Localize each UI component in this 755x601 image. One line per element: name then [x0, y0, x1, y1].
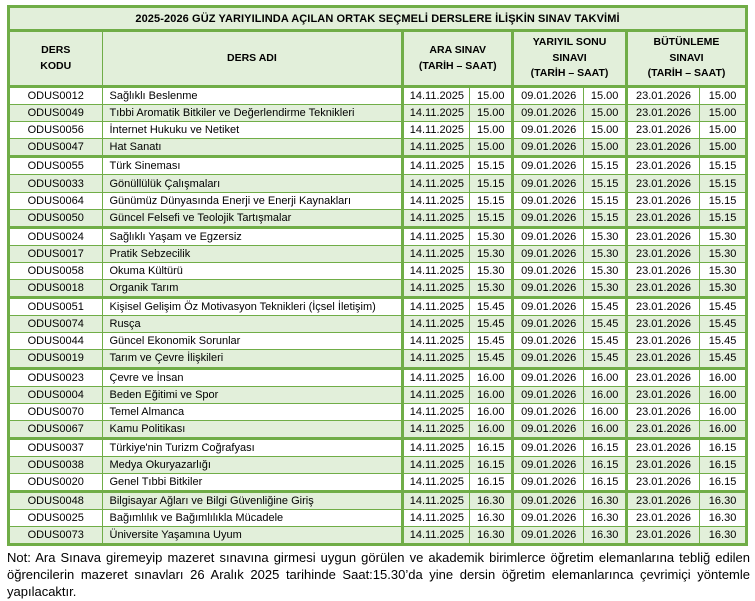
cell-makeup-date: 23.01.2026: [626, 280, 699, 298]
cell-final-time: 15.30: [584, 280, 627, 298]
cell-midterm-time: 15.15: [470, 175, 513, 192]
cell-midterm-date: 14.11.2025: [403, 209, 470, 227]
cell-midterm-time: 16.30: [470, 492, 513, 510]
cell-makeup-date: 23.01.2026: [626, 492, 699, 510]
header-yariyil-sonu-sub: (TARİH – SAAT): [530, 67, 609, 80]
cell-final-date: 09.01.2026: [513, 386, 584, 403]
header-ara-sinav-sub: (TARİH – SAAT): [418, 59, 497, 72]
cell-final-time: 15.45: [584, 350, 627, 368]
cell-midterm-date: 14.11.2025: [403, 438, 470, 456]
cell-makeup-time: 16.30: [700, 492, 747, 510]
cell-course-name: Hat Sanatı: [102, 139, 403, 157]
header-ara-sinav-label: ARA SINAV: [429, 43, 487, 56]
cell-course-name: Temel Almanca: [102, 403, 403, 420]
cell-makeup-date: 23.01.2026: [626, 122, 699, 139]
cell-final-date: 09.01.2026: [513, 298, 584, 316]
cell-midterm-date: 14.11.2025: [403, 403, 470, 420]
table-title-row: [9, 7, 747, 31]
cell-final-time: 15.30: [584, 262, 627, 279]
cell-midterm-time: 15.00: [470, 105, 513, 122]
cell-midterm-time: 16.15: [470, 438, 513, 456]
cell-makeup-date: 23.01.2026: [626, 227, 699, 245]
cell-midterm-time: 15.30: [470, 245, 513, 262]
cell-makeup-time: 15.30: [700, 262, 747, 279]
cell-final-date: 09.01.2026: [513, 227, 584, 245]
cell-final-date: 09.01.2026: [513, 438, 584, 456]
cell-final-date: 09.01.2026: [513, 262, 584, 279]
cell-course-name: Günümüz Dünyasında Enerji ve Enerji Kaynakları: [102, 192, 403, 209]
cell-final-time: 16.00: [584, 368, 627, 386]
cell-makeup-date: 23.01.2026: [626, 456, 699, 473]
cell-final-time: 16.15: [584, 438, 627, 456]
cell-final-time: 15.00: [584, 87, 627, 105]
cell-makeup-time: 15.30: [700, 245, 747, 262]
cell-midterm-time: 15.45: [470, 298, 513, 316]
cell-course-code: ODUS0058: [9, 262, 103, 279]
cell-midterm-date: 14.11.2025: [403, 280, 470, 298]
footnote: Not: Ara Sınava giremeyip mazeret sınavına girmesi uygun görülen ve akademik birimlerce öğretim elemanlarına tebliğ edilen öğrencilerin mazeret sınavları 26 Aralık 2025 tarihinde Saat:15.30’da yine dersin öğretim elemanlarınca çevrimiçi yöntemle yapılacaktır.: [7, 550, 750, 600]
table-row: [9, 280, 747, 298]
cell-midterm-time: 15.30: [470, 227, 513, 245]
table-row: [9, 298, 747, 316]
cell-final-time: 15.30: [584, 245, 627, 262]
cell-course-name: Güncel Ekonomik Sorunlar: [102, 333, 403, 350]
cell-midterm-date: 14.11.2025: [403, 139, 470, 157]
cell-course-code: ODUS0073: [9, 527, 103, 545]
cell-midterm-time: 15.00: [470, 122, 513, 139]
cell-midterm-date: 14.11.2025: [403, 350, 470, 368]
cell-makeup-time: 16.00: [700, 368, 747, 386]
cell-makeup-time: 15.45: [700, 333, 747, 350]
cell-course-code: ODUS0004: [9, 386, 103, 403]
table-row: [9, 510, 747, 527]
header-ders-kodu: [9, 31, 103, 87]
table-row: [9, 368, 747, 386]
cell-course-name: Bağımlılık ve Bağımlılıkla Mücadele: [102, 510, 403, 527]
cell-final-date: 09.01.2026: [513, 510, 584, 527]
cell-course-code: ODUS0048: [9, 492, 103, 510]
cell-makeup-date: 23.01.2026: [626, 175, 699, 192]
cell-midterm-date: 14.11.2025: [403, 245, 470, 262]
cell-final-date: 09.01.2026: [513, 333, 584, 350]
cell-final-time: 15.15: [584, 209, 627, 227]
cell-midterm-time: 16.00: [470, 420, 513, 438]
cell-midterm-time: 15.15: [470, 209, 513, 227]
cell-midterm-time: 15.00: [470, 139, 513, 157]
cell-course-code: ODUS0056: [9, 122, 103, 139]
header-butunleme-label: BÜTÜNLEME SINAVI: [653, 35, 720, 64]
header-yariyil-sonu-label: YARIYIL SONU SINAVI: [532, 35, 607, 64]
cell-makeup-time: 15.15: [700, 192, 747, 209]
cell-midterm-time: 15.15: [470, 192, 513, 209]
cell-midterm-date: 14.11.2025: [403, 298, 470, 316]
cell-midterm-time: 15.15: [470, 157, 513, 175]
cell-final-date: 09.01.2026: [513, 157, 584, 175]
cell-makeup-time: 15.45: [700, 316, 747, 333]
cell-final-time: 15.00: [584, 122, 627, 139]
cell-final-time: 15.45: [584, 298, 627, 316]
cell-course-name: Genel Tıbbi Bitkiler: [102, 474, 403, 492]
cell-makeup-time: 15.15: [700, 209, 747, 227]
cell-final-date: 09.01.2026: [513, 122, 584, 139]
cell-course-name: İnternet Hukuku ve Netiket: [102, 122, 403, 139]
cell-makeup-time: 15.00: [700, 139, 747, 157]
cell-final-time: 16.15: [584, 456, 627, 473]
table-row: [9, 492, 747, 510]
cell-midterm-date: 14.11.2025: [403, 262, 470, 279]
cell-makeup-date: 23.01.2026: [626, 139, 699, 157]
cell-makeup-date: 23.01.2026: [626, 333, 699, 350]
cell-makeup-time: 16.15: [700, 456, 747, 473]
cell-final-date: 09.01.2026: [513, 245, 584, 262]
cell-final-date: 09.01.2026: [513, 280, 584, 298]
table-row: [9, 386, 747, 403]
cell-makeup-date: 23.01.2026: [626, 368, 699, 386]
cell-makeup-date: 23.01.2026: [626, 420, 699, 438]
table-row: [9, 403, 747, 420]
cell-final-date: 09.01.2026: [513, 139, 584, 157]
cell-course-code: ODUS0047: [9, 139, 103, 157]
cell-midterm-time: 15.30: [470, 280, 513, 298]
table-row: [9, 192, 747, 209]
table-header-row: [9, 31, 747, 87]
cell-midterm-date: 14.11.2025: [403, 492, 470, 510]
cell-final-time: 15.15: [584, 157, 627, 175]
cell-makeup-time: 15.30: [700, 227, 747, 245]
cell-course-name: Bilgisayar Ağları ve Bilgi Güvenliğine Giriş: [102, 492, 403, 510]
cell-makeup-time: 16.30: [700, 527, 747, 545]
cell-final-time: 16.00: [584, 386, 627, 403]
cell-course-code: ODUS0023: [9, 368, 103, 386]
cell-midterm-date: 14.11.2025: [403, 333, 470, 350]
cell-course-code: ODUS0017: [9, 245, 103, 262]
cell-midterm-time: 16.30: [470, 510, 513, 527]
cell-course-code: ODUS0067: [9, 420, 103, 438]
table-row: [9, 527, 747, 545]
cell-final-date: 09.01.2026: [513, 87, 584, 105]
cell-midterm-time: 16.00: [470, 403, 513, 420]
header-butunleme-sub: (TARİH – SAAT): [647, 67, 726, 80]
cell-final-time: 16.30: [584, 510, 627, 527]
cell-course-code: ODUS0024: [9, 227, 103, 245]
cell-makeup-date: 23.01.2026: [626, 350, 699, 368]
cell-final-time: 16.00: [584, 420, 627, 438]
cell-makeup-date: 23.01.2026: [626, 192, 699, 209]
cell-course-name: Organik Tarım: [102, 280, 403, 298]
cell-midterm-time: 15.45: [470, 333, 513, 350]
cell-final-time: 16.30: [584, 492, 627, 510]
table-row: [9, 420, 747, 438]
cell-makeup-time: 15.00: [700, 87, 747, 105]
cell-final-date: 09.01.2026: [513, 456, 584, 473]
cell-final-date: 09.01.2026: [513, 368, 584, 386]
header-ders-adi-label: DERS ADI: [227, 51, 277, 64]
cell-course-code: ODUS0018: [9, 280, 103, 298]
cell-midterm-date: 14.11.2025: [403, 420, 470, 438]
cell-midterm-date: 14.11.2025: [403, 175, 470, 192]
header-ders-kodu-label: DERS KODU: [40, 43, 72, 72]
cell-course-code: ODUS0055: [9, 157, 103, 175]
cell-course-code: ODUS0050: [9, 209, 103, 227]
cell-makeup-date: 23.01.2026: [626, 209, 699, 227]
cell-final-time: 15.30: [584, 227, 627, 245]
cell-final-date: 09.01.2026: [513, 316, 584, 333]
cell-makeup-date: 23.01.2026: [626, 474, 699, 492]
cell-final-date: 09.01.2026: [513, 175, 584, 192]
cell-course-name: Tarım ve Çevre İlişkileri: [102, 350, 403, 368]
cell-course-code: ODUS0051: [9, 298, 103, 316]
cell-final-time: 16.30: [584, 527, 627, 545]
cell-makeup-time: 15.00: [700, 122, 747, 139]
cell-midterm-date: 14.11.2025: [403, 157, 470, 175]
cell-final-time: 15.00: [584, 105, 627, 122]
cell-makeup-date: 23.01.2026: [626, 87, 699, 105]
cell-course-name: Türkiye'nin Turizm Coğrafyası: [102, 438, 403, 456]
table-row: [9, 157, 747, 175]
cell-midterm-date: 14.11.2025: [403, 87, 470, 105]
cell-makeup-time: 16.30: [700, 510, 747, 527]
table-row: [9, 209, 747, 227]
cell-midterm-time: 16.15: [470, 474, 513, 492]
cell-course-name: Beden Eğitimi ve Spor: [102, 386, 403, 403]
cell-course-name: Çevre ve İnsan: [102, 368, 403, 386]
cell-makeup-time: 15.00: [700, 105, 747, 122]
cell-makeup-date: 23.01.2026: [626, 316, 699, 333]
cell-course-name: Kamu Politikası: [102, 420, 403, 438]
cell-midterm-time: 16.00: [470, 368, 513, 386]
table-row: [9, 456, 747, 473]
table-row: [9, 139, 747, 157]
header-ara-sinav: [403, 31, 513, 87]
cell-final-time: 15.15: [584, 175, 627, 192]
cell-midterm-date: 14.11.2025: [403, 456, 470, 473]
cell-midterm-date: 14.11.2025: [403, 474, 470, 492]
cell-course-name: Sağlıklı Beslenme: [102, 87, 403, 105]
cell-course-name: Kişisel Gelişim Öz Motivasyon Teknikleri (İçsel İletişim): [102, 298, 403, 316]
cell-midterm-time: 15.30: [470, 262, 513, 279]
cell-makeup-date: 23.01.2026: [626, 527, 699, 545]
cell-midterm-date: 14.11.2025: [403, 386, 470, 403]
cell-course-name: Üniversite Yaşamına Uyum: [102, 527, 403, 545]
table-row: [9, 245, 747, 262]
table-row: [9, 262, 747, 279]
cell-makeup-time: 16.15: [700, 474, 747, 492]
cell-final-time: 15.45: [584, 333, 627, 350]
cell-makeup-date: 23.01.2026: [626, 386, 699, 403]
cell-final-time: 16.00: [584, 403, 627, 420]
header-yariyil-sonu-sinavi: [513, 31, 627, 87]
header-ders-adi: [102, 31, 403, 87]
table-head: [9, 7, 747, 87]
cell-makeup-date: 23.01.2026: [626, 262, 699, 279]
cell-final-time: 15.45: [584, 316, 627, 333]
cell-makeup-time: 16.00: [700, 420, 747, 438]
cell-course-code: ODUS0074: [9, 316, 103, 333]
cell-makeup-time: 16.15: [700, 438, 747, 456]
cell-course-name: Türk Sineması: [102, 157, 403, 175]
cell-course-code: ODUS0049: [9, 105, 103, 122]
cell-course-name: Rusça: [102, 316, 403, 333]
cell-final-date: 09.01.2026: [513, 209, 584, 227]
cell-midterm-date: 14.11.2025: [403, 122, 470, 139]
cell-makeup-time: 16.00: [700, 386, 747, 403]
cell-final-date: 09.01.2026: [513, 350, 584, 368]
cell-course-name: Pratik Sebzecilik: [102, 245, 403, 262]
cell-midterm-date: 14.11.2025: [403, 192, 470, 209]
cell-midterm-date: 14.11.2025: [403, 316, 470, 333]
cell-course-name: Okuma Kültürü: [102, 262, 403, 279]
cell-final-date: 09.01.2026: [513, 403, 584, 420]
cell-midterm-date: 14.11.2025: [403, 527, 470, 545]
table-row: [9, 227, 747, 245]
cell-final-date: 09.01.2026: [513, 492, 584, 510]
table-row: [9, 175, 747, 192]
cell-course-code: ODUS0033: [9, 175, 103, 192]
cell-makeup-time: 15.45: [700, 350, 747, 368]
cell-makeup-date: 23.01.2026: [626, 438, 699, 456]
cell-course-name: Gönüllülük Çalışmaları: [102, 175, 403, 192]
cell-final-time: 15.15: [584, 192, 627, 209]
table-row: [9, 87, 747, 105]
cell-final-time: 15.00: [584, 139, 627, 157]
table-row: [9, 122, 747, 139]
cell-course-name: Medya Okuryazarlığı: [102, 456, 403, 473]
table-row: [9, 316, 747, 333]
cell-course-code: ODUS0020: [9, 474, 103, 492]
table-row: [9, 333, 747, 350]
cell-course-code: ODUS0038: [9, 456, 103, 473]
table-row: [9, 474, 747, 492]
cell-course-code: ODUS0019: [9, 350, 103, 368]
cell-midterm-date: 14.11.2025: [403, 105, 470, 122]
cell-midterm-date: 14.11.2025: [403, 227, 470, 245]
cell-final-date: 09.01.2026: [513, 474, 584, 492]
cell-makeup-date: 23.01.2026: [626, 298, 699, 316]
cell-course-code: ODUS0037: [9, 438, 103, 456]
table-row: [9, 105, 747, 122]
cell-makeup-time: 15.30: [700, 280, 747, 298]
header-butunleme-sinavi: [626, 31, 746, 87]
cell-final-date: 09.01.2026: [513, 527, 584, 545]
cell-makeup-date: 23.01.2026: [626, 403, 699, 420]
cell-final-date: 09.01.2026: [513, 105, 584, 122]
cell-makeup-date: 23.01.2026: [626, 510, 699, 527]
cell-midterm-time: 16.00: [470, 386, 513, 403]
cell-course-code: ODUS0044: [9, 333, 103, 350]
exam-schedule-table: [7, 5, 748, 546]
table-body: [9, 87, 747, 545]
cell-course-name: Güncel Felsefi ve Teolojik Tartışmalar: [102, 209, 403, 227]
cell-makeup-date: 23.01.2026: [626, 157, 699, 175]
cell-course-name: Sağlıklı Yaşam ve Egzersiz: [102, 227, 403, 245]
cell-makeup-time: 15.45: [700, 298, 747, 316]
cell-midterm-date: 14.11.2025: [403, 368, 470, 386]
cell-course-code: ODUS0025: [9, 510, 103, 527]
cell-course-code: ODUS0064: [9, 192, 103, 209]
cell-makeup-time: 16.00: [700, 403, 747, 420]
cell-midterm-time: 16.30: [470, 527, 513, 545]
cell-course-name: Tıbbi Aromatik Bitkiler ve Değerlendirme Teknikleri: [102, 105, 403, 122]
cell-makeup-date: 23.01.2026: [626, 245, 699, 262]
cell-midterm-time: 15.45: [470, 316, 513, 333]
cell-midterm-time: 16.15: [470, 456, 513, 473]
cell-course-code: ODUS0012: [9, 87, 103, 105]
table-title: 2025-2026 GÜZ YARIYILINDA AÇILAN ORTAK SEÇMELİ DERSLERE İLİŞKİN SINAV TAKVİMİ: [9, 7, 747, 31]
table-row: [9, 350, 747, 368]
cell-midterm-date: 14.11.2025: [403, 510, 470, 527]
cell-makeup-time: 15.15: [700, 157, 747, 175]
cell-midterm-time: 15.00: [470, 87, 513, 105]
cell-makeup-date: 23.01.2026: [626, 105, 699, 122]
cell-course-code: ODUS0070: [9, 403, 103, 420]
cell-makeup-time: 15.15: [700, 175, 747, 192]
table-row: [9, 438, 747, 456]
cell-final-time: 16.15: [584, 474, 627, 492]
cell-final-date: 09.01.2026: [513, 420, 584, 438]
cell-final-date: 09.01.2026: [513, 192, 584, 209]
cell-midterm-time: 15.45: [470, 350, 513, 368]
